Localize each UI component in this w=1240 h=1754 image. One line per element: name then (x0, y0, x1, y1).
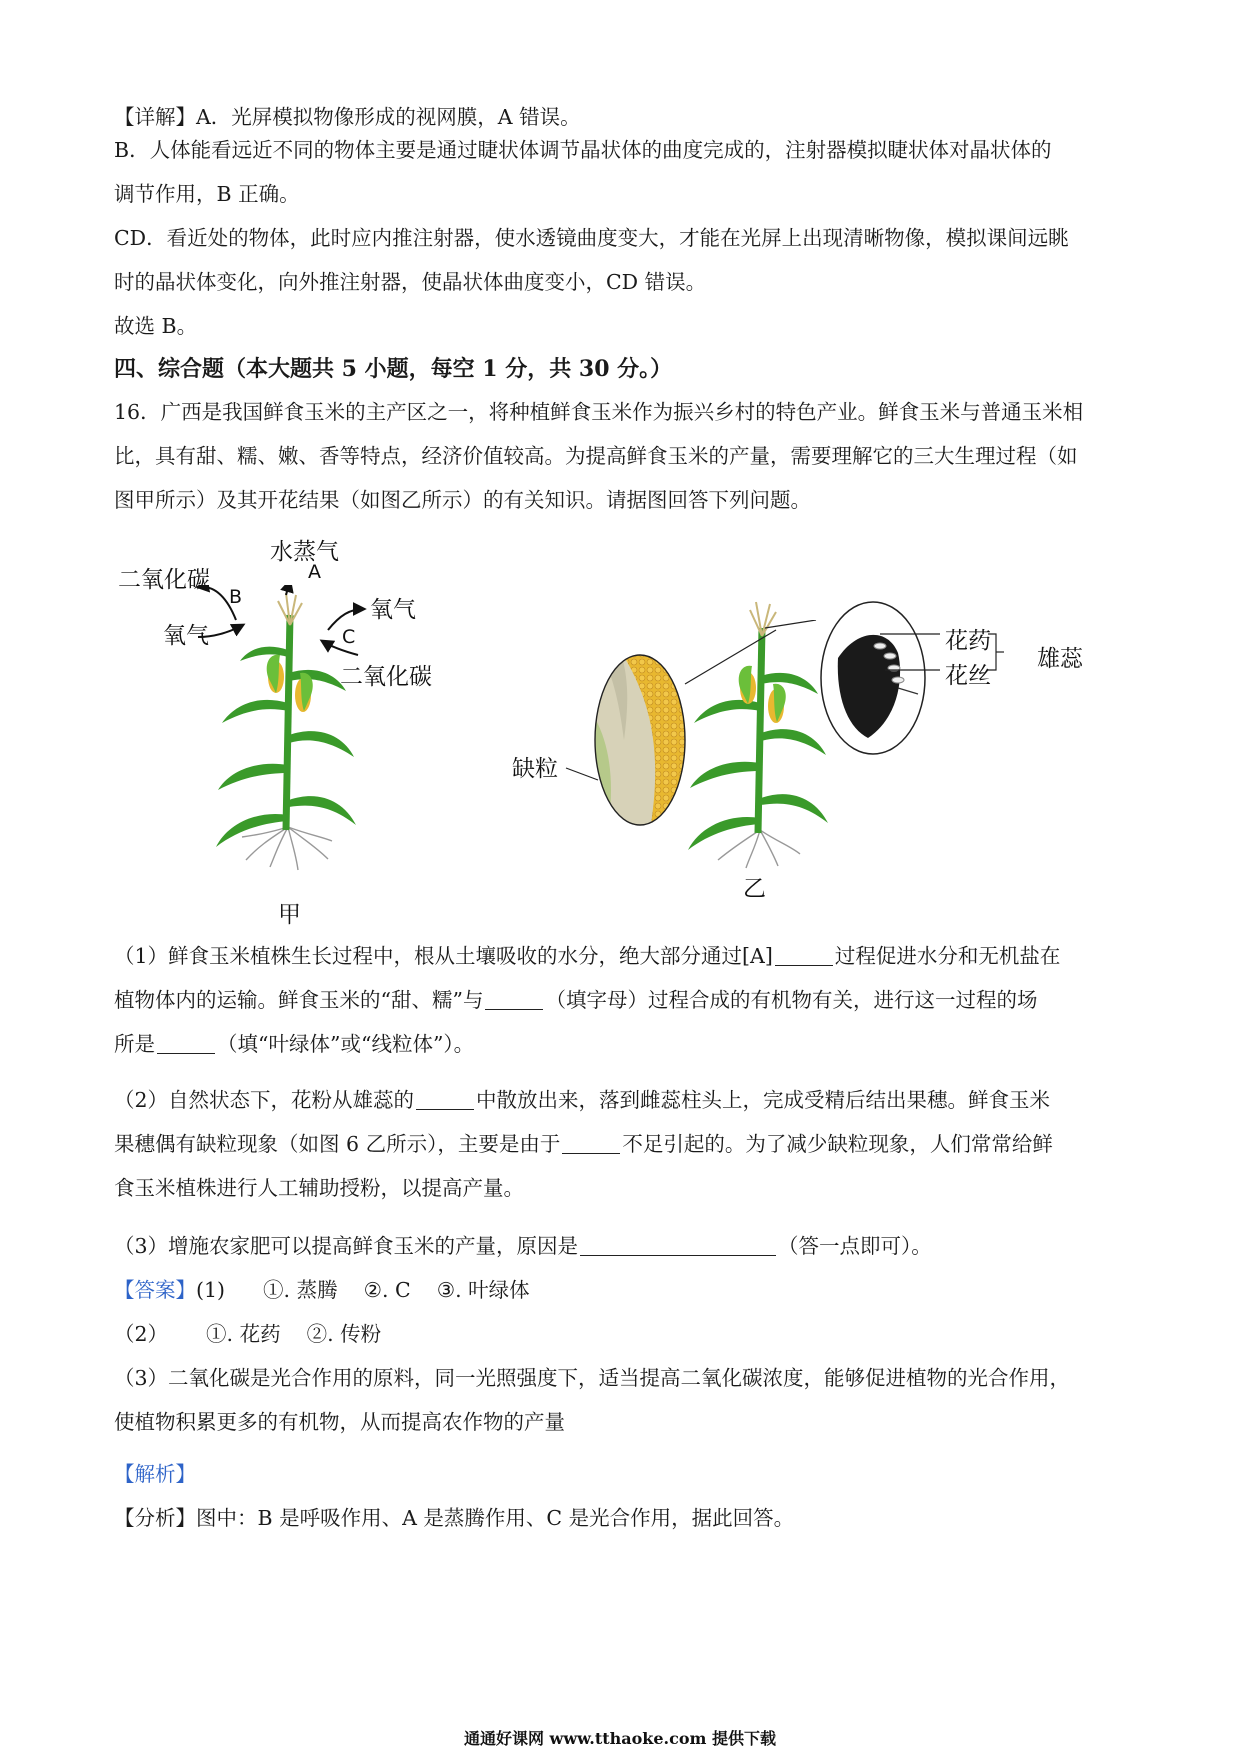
sub2-line-3: 食玉米植株进行人工辅助授粉，以提高产量。 (114, 1176, 524, 1200)
blank-1[interactable] (775, 945, 833, 966)
label-b: B (229, 586, 243, 608)
roots-icon (718, 830, 800, 868)
anther-label: 花药 (945, 628, 991, 654)
answer-line-3: （3）二氧化碳是光合作用的原料，同一光照强度下，适当提高二氧化碳浓度，能够促进植物的光合作用， (114, 1366, 1071, 1390)
blank-6[interactable] (580, 1235, 776, 1256)
q16-line-3: 图甲所示）及其开花结果（如图乙所示）的有关知识。请据图回答下列问题。 (114, 488, 811, 512)
co2-top-label: 二氧化碳 (118, 567, 210, 593)
tassel-icon (278, 593, 302, 625)
answer-line-4: 使植物积累更多的有机物，从而提高农作物的产量 (114, 1410, 565, 1434)
roots-icon (242, 827, 332, 870)
detail-line-4: CD．看近处的物体，此时应内推注射器，使水透镜曲度变大，才能在光屏上出现清晰物像，模拟课间远眺 (114, 226, 1069, 250)
analysis-tag: 【解析】 (114, 1462, 196, 1486)
figure-jia-caption: 甲 (278, 902, 301, 928)
label-a: A (308, 561, 321, 583)
filament-label: 花丝 (945, 663, 991, 689)
o2-left-label: 氧气 (163, 623, 209, 649)
sub3-line-1: （3）增施农家肥可以提高鲜食玉米的产量，原因是 （答一点即可）。 (114, 1234, 932, 1258)
q16-line-2: 比，具有甜、糯、嫩、香等特点，经济价值较高。为提高鲜食玉米的产量，需要理解它的三大生理过程（如 (114, 444, 1078, 468)
missing-grain-label: 缺粒 (512, 756, 558, 782)
sub2-line-2: 果穗偶有缺粒现象（如图 6 乙所示），主要是由于 不足引起的。为了减少缺粒现象，人们常常给鲜 (114, 1132, 1053, 1156)
figure-yi-caption: 乙 (743, 876, 766, 902)
answer-line-1: 【答案】(1) ①. 蒸腾 ②. C ③. 叶绿体 (114, 1278, 530, 1302)
q16-line-1: 16．广西是我国鲜食玉米的主产区之一，将种植鲜食玉米作为振兴乡村的特色产业。鲜食玉米与普通玉米相 (114, 400, 1084, 424)
label-c: C (342, 626, 356, 648)
answer-tag: 【答案】 (114, 1278, 196, 1302)
blank-2[interactable] (485, 989, 543, 1010)
blank-3[interactable] (157, 1033, 215, 1054)
blank-4[interactable] (416, 1089, 474, 1110)
o2-right-label: 氧气 (370, 597, 416, 623)
answer-line-2: （2） ①. 花药 ②. 传粉 (114, 1322, 382, 1346)
stamen-label: 雄蕊 (1037, 646, 1083, 672)
detail-line-3: 调节作用，B 正确。 (114, 182, 300, 206)
co2-bottom-label: 二氧化碳 (340, 664, 432, 690)
blank-5[interactable] (562, 1133, 620, 1154)
stalk-icon (286, 615, 290, 830)
analysis-line: 【分析】图中：B 是呼吸作用、A 是蒸腾作用、C 是光合作用，据此回答。 (114, 1506, 795, 1530)
section-title: 四、综合题（本大题共 5 小题，每空 1 分，共 30 分。） (114, 356, 673, 382)
page-footer: 通通好课网 www.tthaoke.com 提供下载 (463, 1729, 777, 1748)
detail-line-1: 【详解】A．光屏模拟物像形成的视网膜，A 错误。 (114, 105, 581, 129)
detail-line-2: B．人体能看远近不同的物体主要是通过睫状体调节晶状体的曲度完成的，注射器模拟睫状体对晶状体的 (114, 138, 1052, 162)
detail-line-5: 时的晶状体变化，向外推注射器，使晶状体曲度变小，CD 错误。 (114, 270, 707, 294)
sub1-line-2: 植物体内的运输。鲜食玉米的“甜、糯”与 （填字母）过程合成的有机物有关，进行这一过程的场 (114, 988, 1038, 1012)
sub2-line-1: （2）自然状态下，花粉从雄蕊的 中散放出来，落到雌蕊柱头上，完成受精后结出果穗。鲜食玉米 (114, 1088, 1051, 1112)
sub1-line-3: 所是 （填“叶绿体”或“线粒体”）。 (114, 1032, 475, 1056)
water-vapor-label: 水蒸气 (270, 539, 339, 565)
detail-line-6: 故选 B。 (114, 314, 198, 338)
sub1-line-1: （1）鲜食玉米植株生长过程中，根从土壤吸收的水分，绝大部分通过[A] 过程促进水分和无机盐在 (114, 944, 1061, 968)
